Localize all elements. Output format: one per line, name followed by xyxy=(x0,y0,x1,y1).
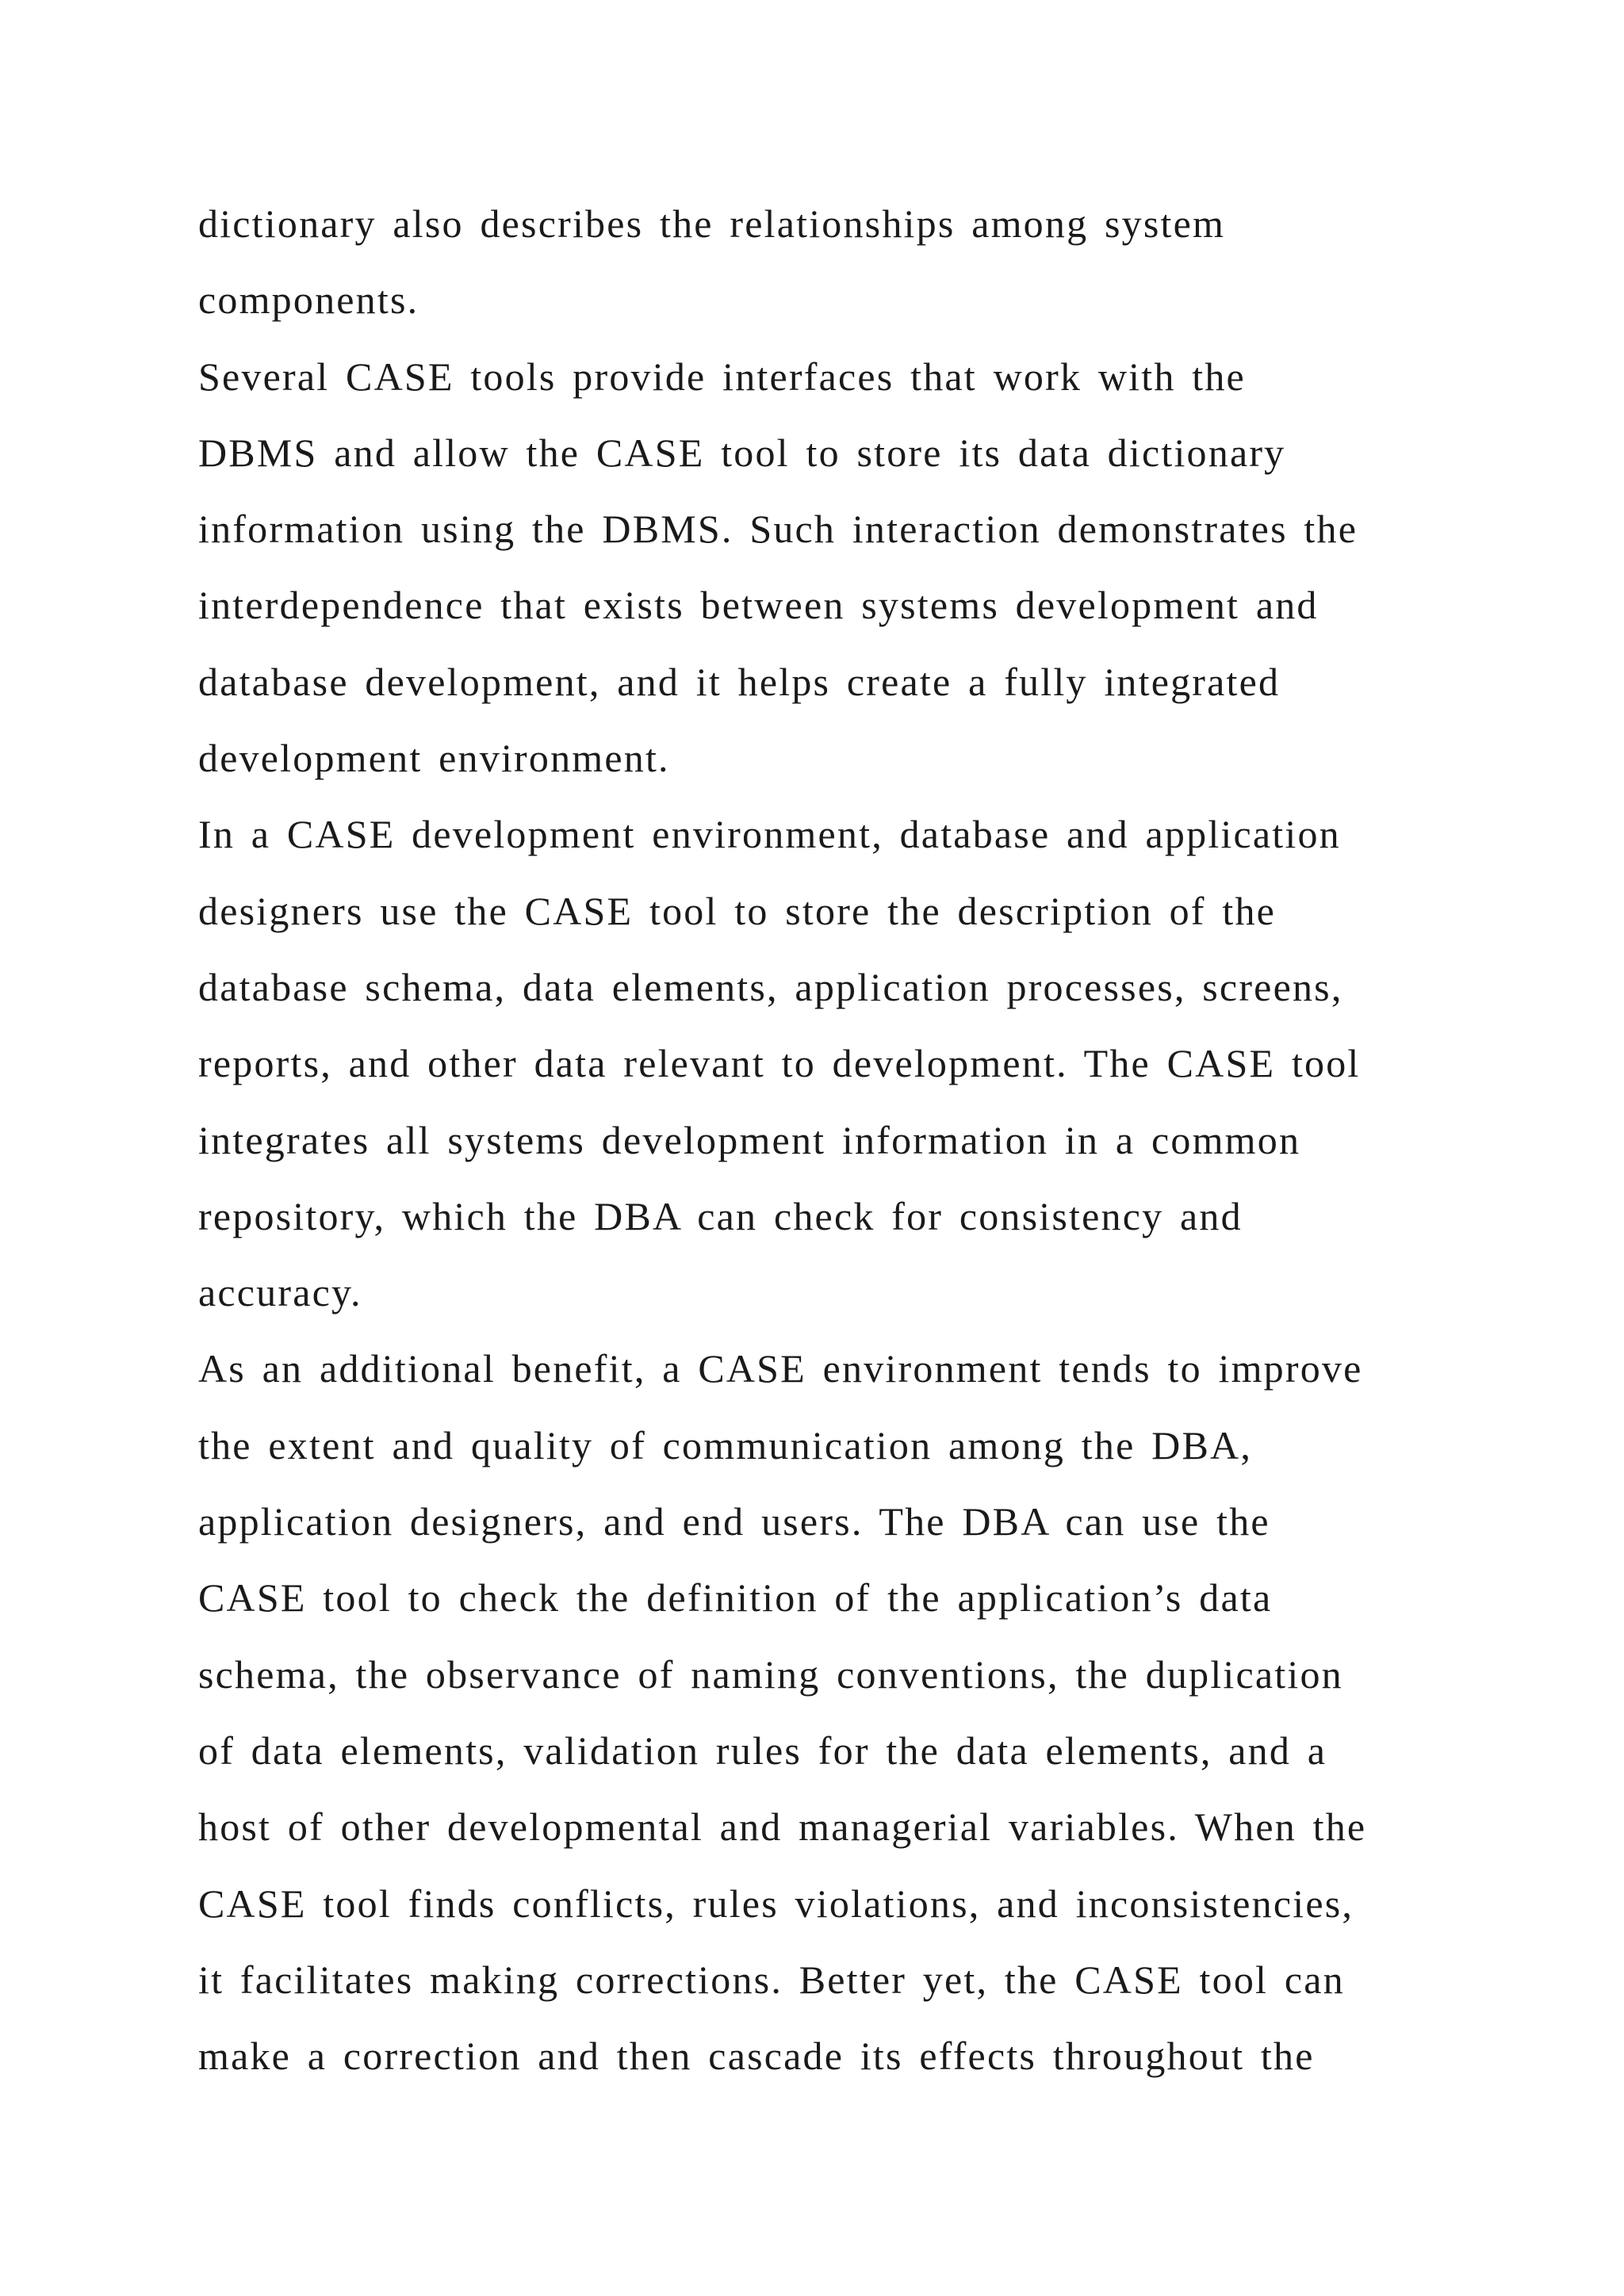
text-line: integrates all systems development information in a common xyxy=(198,1117,1301,1162)
text-line: accuracy. xyxy=(198,1270,362,1315)
text-line: database development, and it helps create a fully integrated xyxy=(198,659,1281,704)
text-line: it facilitates making corrections. Better yet, the CASE tool can xyxy=(198,1957,1345,2002)
text-line: CASE tool to check the definition of the application’s data xyxy=(198,1575,1273,1621)
text-line: of data elements, validation rules for the data elements, and a xyxy=(198,1728,1327,1773)
text-line: In a CASE development environment, database and application xyxy=(198,812,1341,857)
text-line: As an additional benefit, a CASE environment tends to improve xyxy=(198,1346,1363,1391)
text-line: reports, and other data relevant to development. The CASE tool xyxy=(198,1041,1361,1086)
text-line: repository, which the DBA can check for consistency and xyxy=(198,1193,1243,1238)
text-line: application designers, and end users. The DBA can use the xyxy=(198,1499,1270,1544)
text-line: database schema, data elements, application processes, screens, xyxy=(198,964,1343,1009)
text-line: designers use the CASE tool to store the description of the xyxy=(198,888,1277,933)
text-line: host of other developmental and managerial variables. When the xyxy=(198,1804,1367,1850)
text-line: Several CASE tools provide interfaces that work with the xyxy=(198,354,1246,399)
text-line: components. xyxy=(198,277,419,323)
text-line: information using the DBMS. Such interaction demonstrates the xyxy=(198,507,1358,552)
text-line: the extent and quality of communication among the DBA, xyxy=(198,1422,1253,1468)
text-line: make a correction and then cascade its effects throughout the xyxy=(198,2034,1315,2079)
text-line: development environment. xyxy=(198,736,670,781)
text-line: interdependence that exists between systems development and xyxy=(198,583,1319,628)
body-text xyxy=(198,186,1435,2094)
text-line: DBMS and allow the CASE tool to store its data dictionary xyxy=(198,430,1286,475)
text-line: CASE tool finds conflicts, rules violations, and inconsistencies, xyxy=(198,1881,1354,1926)
text-line: dictionary also describes the relationships among system xyxy=(198,201,1226,246)
text-line: schema, the observance of naming conventions, the duplication xyxy=(198,1651,1343,1697)
